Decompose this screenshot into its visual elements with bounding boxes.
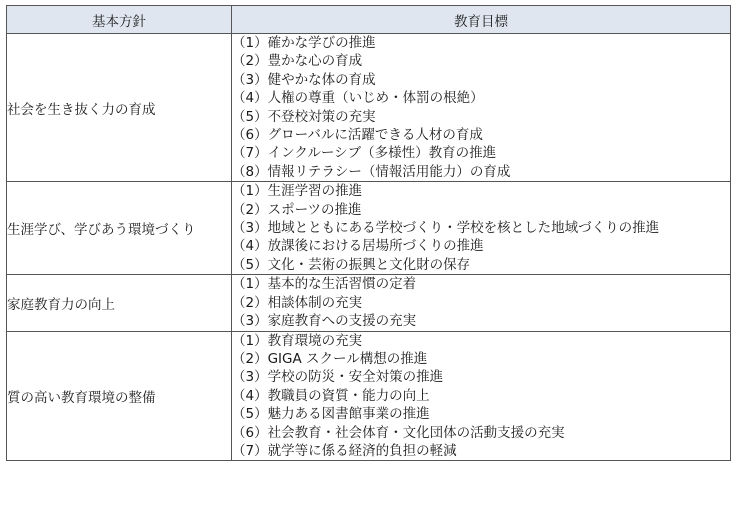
goal-item: （3）学校の防災・安全対策の推進 — [232, 369, 444, 386]
goal-item: （1）基本的な生活習慣の定着 — [232, 276, 417, 293]
goal-item: （7）インクルーシブ（多様性）教育の推進 — [232, 145, 497, 162]
education-goals-cell — [232, 182, 731, 275]
goal-item: （1）教育環境の充実 — [232, 332, 363, 349]
table-body — [7, 34, 731, 461]
goal-item: （3）家庭教育への支援の充実 — [232, 313, 417, 330]
table-row — [7, 34, 731, 182]
goal-item: （4）人権の尊重（いじめ・体罰の根絶） — [232, 90, 484, 107]
goal-list — [232, 182, 730, 274]
goal-item: （2）スポーツの推進 — [232, 201, 362, 218]
goal-item: （5）不登校対策の充実 — [232, 108, 376, 125]
education-goals-cell — [232, 331, 731, 461]
goal-item: （1）生涯学習の推進 — [232, 183, 363, 200]
table-row — [7, 275, 731, 331]
goal-item: （2）相談体制の充実 — [232, 294, 363, 311]
table-row — [7, 182, 731, 275]
goal-item: （6）社会教育・社会体育・文化団体の活動支援の充実 — [232, 424, 565, 441]
goal-list — [232, 332, 730, 461]
goal-item: （4）放課後における居場所づくりの推進 — [232, 238, 484, 255]
education-goals-cell — [232, 34, 731, 182]
goal-item: （7）就学等に係る経済的負担の軽減 — [232, 442, 457, 459]
basic-policy-cell: 社会を生き抜く力の育成 — [7, 34, 232, 182]
goal-item: （6）グローバルに活躍できる人材の育成 — [232, 127, 483, 144]
goal-item: （2）豊かな心の育成 — [232, 53, 363, 70]
header-education-goals: 教育目標 — [232, 6, 731, 34]
goal-item: （3）地域とともにある学校づくり・学校を核とした地域づくりの推進 — [232, 220, 660, 237]
basic-policy-cell: 質の高い教育環境の整備 — [7, 331, 232, 461]
basic-policy-cell: 家庭教育力の向上 — [7, 275, 232, 331]
goal-item: （4）教職員の資質・能力の向上 — [232, 387, 430, 404]
goal-item: （1）確かな学びの推進 — [232, 35, 376, 51]
policy-table — [6, 5, 731, 461]
goal-item: （2）GIGA スクール構想の推進 — [232, 350, 428, 367]
goal-item: （5）文化・芸術の振興と文化財の保存 — [232, 256, 471, 273]
table-row — [7, 331, 731, 461]
goal-list — [232, 34, 730, 181]
header-basic-policy: 基本方針 — [7, 6, 232, 34]
basic-policy-cell: 生涯学び、学びあう環境づくり — [7, 182, 232, 275]
goal-list — [232, 275, 730, 330]
goal-item: （5）魅力ある図書館事業の推進 — [232, 406, 430, 423]
education-goals-cell — [232, 275, 731, 331]
goal-item: （8）情報リテラシー（情報活用能力）の育成 — [232, 163, 511, 180]
header-row — [7, 6, 731, 34]
goal-item: （3）健やかな体の育成 — [232, 71, 376, 88]
